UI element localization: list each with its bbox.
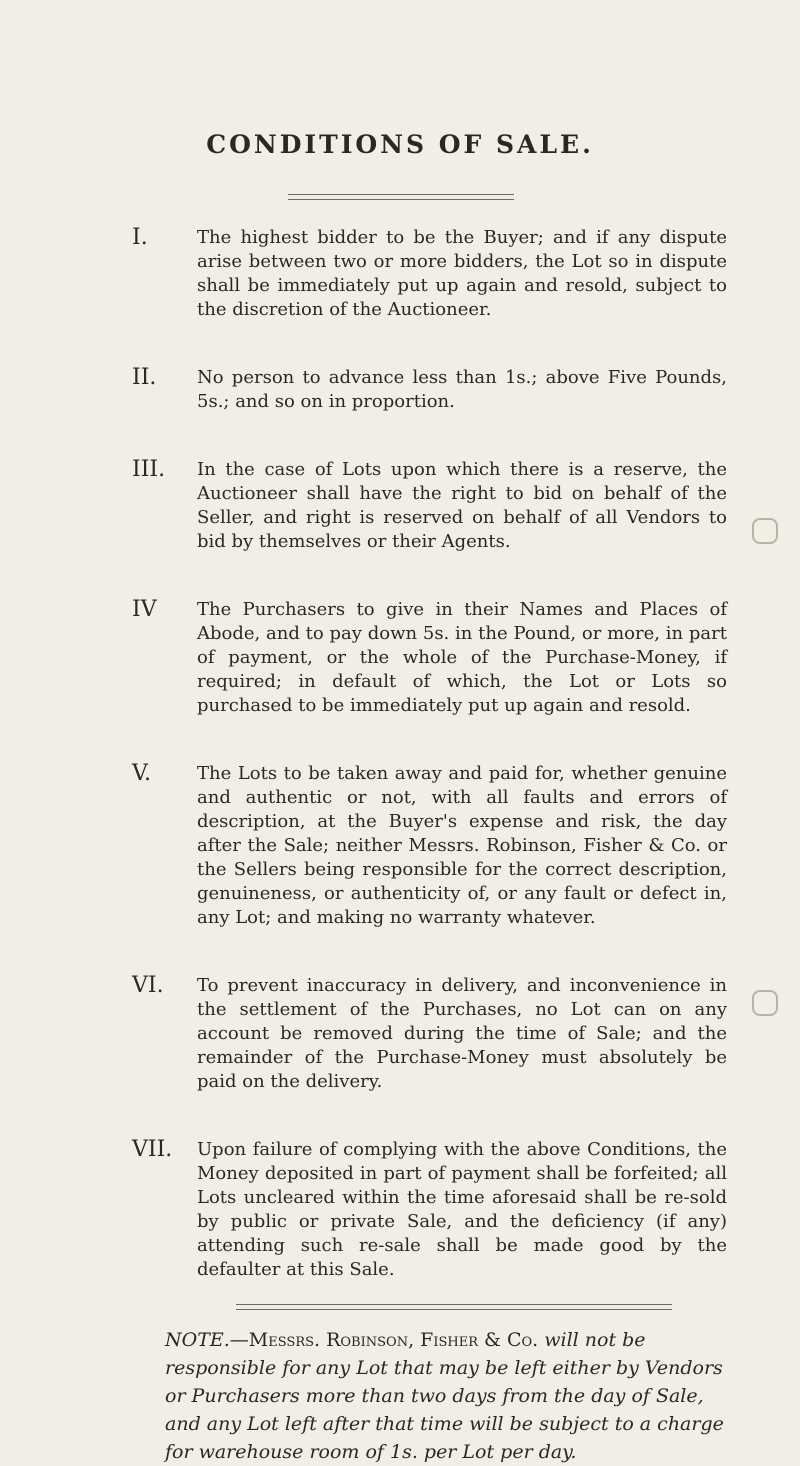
page-title: CONDITIONS OF SALE.: [206, 130, 594, 159]
condition-5: [0, 762, 800, 930]
condition-numeral: II.: [132, 365, 157, 390]
condition-numeral: V.: [132, 761, 152, 786]
condition-text: The Lots to be taken away and paid for, whether genuine and authentic or not, with all faults and errors of description, at the Buyer's expense and risk, the day after the Sale; neither Messrs. Robinson, Fisher & Co. or the Sellers being responsible for the correct description, genuineness, or authenticity of, or any fault or defect in, any Lot; and making no warranty whatever.: [197, 763, 727, 928]
paper-mark: [752, 518, 778, 544]
condition-6: [0, 974, 800, 1094]
note-lead: NOTE.—: [165, 1329, 249, 1351]
condition-1: [0, 226, 800, 322]
condition-3: [0, 458, 800, 554]
condition-numeral: IV: [132, 597, 157, 622]
condition-text: To prevent inaccuracy in delivery, and inconvenience in the settlement of the Purchases, no Lot can on any account be removed during the time of Sale; and the remainder of the Purchase-Money must absolutely be paid on the delivery.: [197, 975, 727, 1092]
condition-text: The highest bidder to be the Buyer; and if any dispute arise between two or more bidders, the Lot so in dispute shall be immediately put up again and resold, subject to the discretion of the Auctioneer.: [197, 227, 727, 320]
title-divider: [288, 194, 514, 200]
note-firm-name: Messrs. Robinson, Fisher & Co.: [248, 1329, 539, 1351]
condition-numeral: III.: [132, 457, 166, 482]
condition-4: [0, 598, 800, 718]
condition-text: No person to advance less than 1s.; above Five Pounds, 5s.; and so on in proportion.: [197, 367, 727, 412]
condition-text: The Purchasers to give in their Names and Places of Abode, and to pay down 5s. in the Pound, or more, in part of payment, or the whole of the Purchase-Money, if required; in default of which, the Lot or Lots so purchased to be immediately put up again and resold.: [197, 599, 727, 716]
condition-numeral: VII.: [132, 1137, 173, 1162]
condition-numeral: I.: [132, 225, 148, 250]
note-divider: [236, 1304, 672, 1310]
condition-numeral: VI.: [132, 973, 164, 998]
condition-2: [0, 366, 800, 414]
note-body: will not be responsible for any Lot that may be left either by Vendors or Purchasers more than two days from the day of Sale, and any Lot left after that time will be subject to a charge for warehouse room of 1s. per Lot per day.: [165, 1329, 724, 1463]
paper-mark: [752, 990, 778, 1016]
condition-text: Upon failure of complying with the above Conditions, the Money deposited in part of payment shall be forfeited; all Lots uncleared within the time aforesaid shall be re-sold by public or private Sale, and the deficiency (if any) attending such re-sale shall be made good by the defaulter at this Sale.: [197, 1139, 727, 1280]
sale-note: [165, 1326, 730, 1466]
condition-text: In the case of Lots upon which there is a reserve, the Auctioneer shall have the right to bid on behalf of the Seller, and right is reserved on behalf of all Vendors to bid by themselves or their Agents.: [197, 459, 727, 552]
condition-7: [0, 1138, 800, 1282]
